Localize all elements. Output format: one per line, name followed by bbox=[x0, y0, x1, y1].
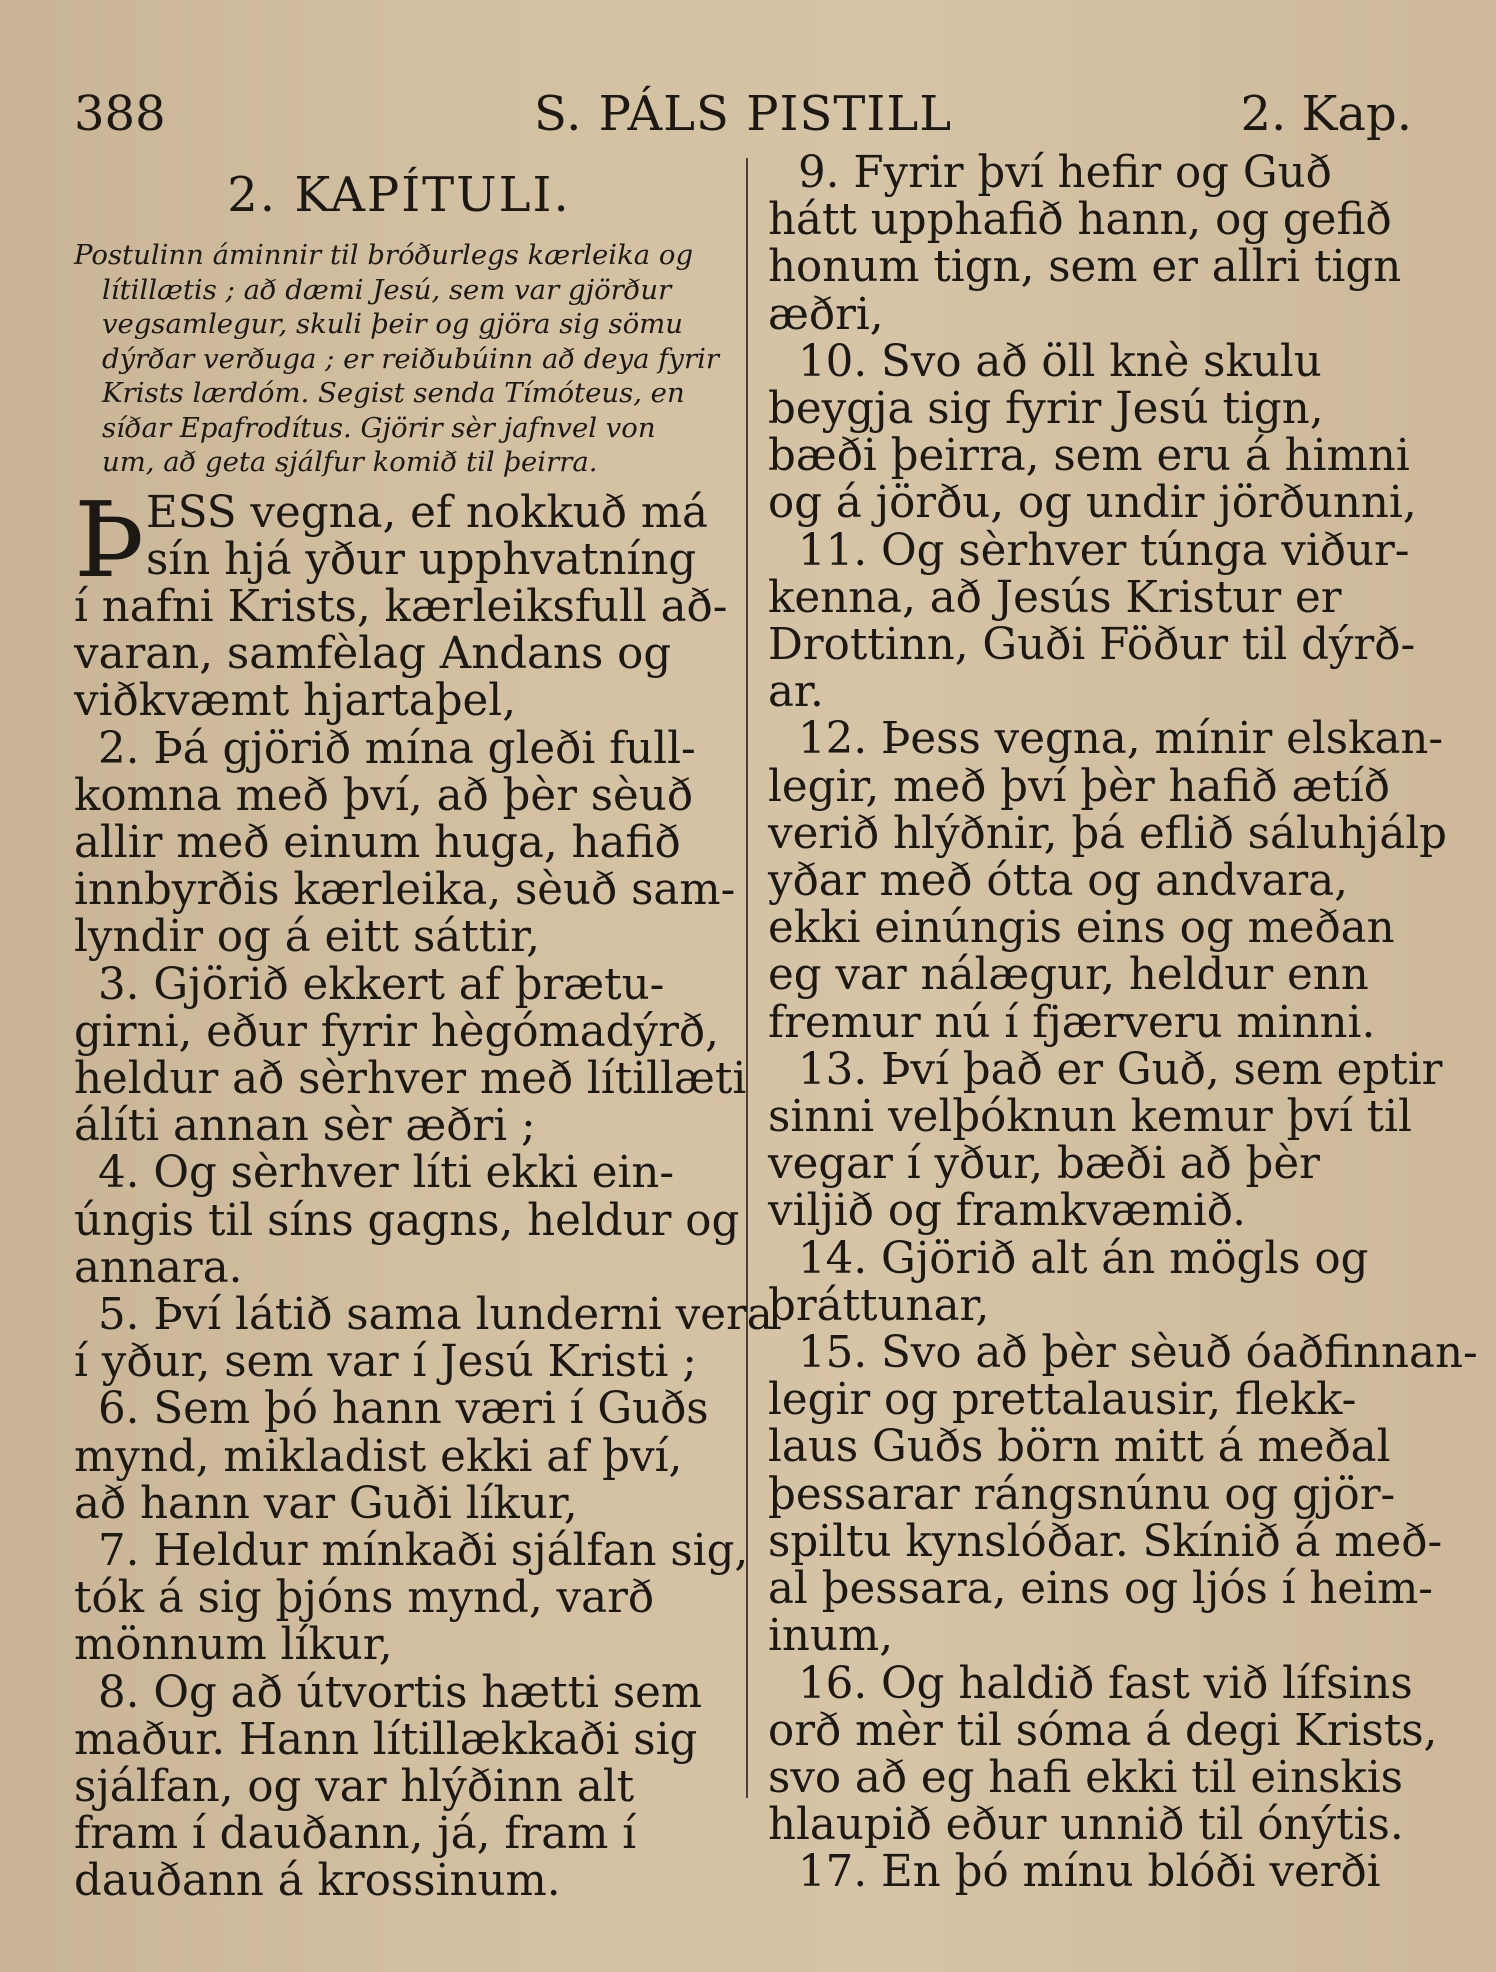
verse-line: inum, bbox=[768, 1611, 894, 1662]
verse-line: þráttunar, bbox=[768, 1280, 990, 1331]
verse-line: eg var nálægur, heldur enn bbox=[768, 950, 1369, 1001]
verse-line: Drottinn, Guði Föður til dýrð- bbox=[768, 620, 1416, 671]
verse-line: svo að eg hafi ekki til einskis bbox=[768, 1752, 1403, 1803]
verse-line: 14. Gjörið alt án mögls og bbox=[798, 1233, 1369, 1284]
verse-line: varan, samfèlag Andans og bbox=[74, 629, 672, 680]
verse-line: innbyrðis kærleika, sèuð sam- bbox=[74, 865, 736, 916]
verse-line: verið hlýðnir, þá eflið sáluhjálp bbox=[768, 808, 1448, 859]
verse bbox=[768, 1044, 1443, 1237]
chapter-reference: 2. Kap. bbox=[1240, 86, 1412, 142]
verse-line: tók á sig þjóns mynd, varð bbox=[74, 1573, 655, 1624]
verse-line: mönnum líkur, bbox=[74, 1620, 393, 1671]
verse-line: ESS vegna, ef nokkuð má bbox=[146, 487, 708, 538]
verse-line: legir, með því þèr hafið ætíð bbox=[768, 761, 1390, 812]
verse-line: 16. Og haldið fast við lífsins bbox=[798, 1658, 1413, 1709]
verse-line: í nafni Krists, kærleiksfull að- bbox=[74, 581, 728, 632]
chapter-summary bbox=[74, 238, 724, 480]
verse bbox=[74, 1148, 740, 1293]
chapter-heading: 2. KAPÍTULI. bbox=[227, 167, 571, 223]
verse-line: í yður, sem var í Jesú Kristi ; bbox=[74, 1337, 697, 1388]
verse-line: 3. Gjörið ekkert af þrætu- bbox=[98, 959, 665, 1010]
summary-line: lítillætis ; að dæmi Jesú, sem var gjörður bbox=[102, 273, 672, 306]
verse bbox=[768, 525, 1418, 718]
verse-line: sinni velþóknun kemur því til bbox=[768, 1092, 1412, 1143]
verse bbox=[74, 1289, 773, 1388]
verse-line: orð mèr til sóma á degi Krists, bbox=[768, 1705, 1438, 1756]
verse-line: 9. Fyrir því hefir og Guð bbox=[798, 148, 1332, 198]
verse-line: 5. Því látið sama lunderni vera bbox=[98, 1289, 773, 1340]
verse-line: og á jörðu, og undir jörðunni, bbox=[768, 478, 1417, 529]
running-title: S. PÁLS PISTILL bbox=[533, 86, 953, 142]
verse-line: mynd, mikladist ekki af því, bbox=[74, 1431, 683, 1482]
verse bbox=[74, 1525, 749, 1671]
verse-line: 15. Svo að þèr sèuð óaðfinnan- bbox=[798, 1328, 1478, 1379]
right-column bbox=[768, 148, 1478, 1898]
verse-line: álíti annan sèr æðri ; bbox=[74, 1101, 536, 1152]
verse bbox=[768, 1328, 1478, 1662]
verse-line: laus Guðs börn mitt á meðal bbox=[768, 1422, 1391, 1473]
summary-line: síðar Epafrodítus. Gjörir sèr jafnvel von bbox=[102, 411, 656, 444]
page-header bbox=[74, 84, 1412, 144]
verse-line: 10. Svo að öll knè skulu bbox=[798, 336, 1322, 387]
verse-line: 17. En þó mínu blóði verði bbox=[798, 1847, 1381, 1898]
right-verses bbox=[768, 148, 1478, 1898]
verse-line: girni, eður fyrir hègómadýrð, bbox=[74, 1006, 719, 1057]
verse bbox=[768, 1849, 1418, 1896]
verse-line: 2. Þá gjörið mína gleði full- bbox=[98, 723, 696, 774]
verse-line: yðar með ótta og andvara, bbox=[768, 856, 1348, 907]
verse bbox=[768, 714, 1448, 1048]
left-verses bbox=[74, 723, 773, 1907]
verse-line: æðri, bbox=[768, 289, 884, 340]
verse bbox=[74, 723, 736, 963]
verse-line: heldur að sèrhver með lítillæti bbox=[74, 1053, 747, 1104]
summary-line: vegsamlegur, skuli þeir og gjöra sig sömu bbox=[102, 308, 683, 340]
verse-line: komna með því, að þèr sèuð bbox=[74, 770, 694, 821]
verse-line: 11. Og sèrhver túnga viður- bbox=[798, 525, 1410, 576]
verse bbox=[74, 1667, 724, 1907]
verse bbox=[74, 1386, 724, 1528]
verse-line: 13. Því það er Guð, sem eptir bbox=[798, 1044, 1443, 1095]
verse-line: allir með einum huga, hafið bbox=[74, 817, 681, 868]
verse-1 bbox=[74, 478, 728, 727]
verse-line: dauðann á krossinum. bbox=[74, 1856, 561, 1907]
verse-line: að hann var Guði líkur, bbox=[74, 1478, 578, 1529]
page-number: 388 bbox=[74, 86, 166, 142]
verse-line: honum tign, sem er allri tign bbox=[768, 242, 1402, 293]
verse-line: viðkvæmt hjartaþel, bbox=[74, 676, 517, 727]
verse bbox=[768, 336, 1418, 529]
verse-line: kenna, að Jesús Kristur er bbox=[768, 572, 1342, 623]
summary-line: um, að geta sjálfur komið til þeirra. bbox=[102, 446, 598, 478]
summary-line: Postulinn áminnir til bróðurlegs kærleika og bbox=[74, 239, 694, 271]
verse-line: maður. Hann lítillækkaði sig bbox=[74, 1714, 698, 1765]
verse-line: fremur nú í fjærveru minni. bbox=[768, 997, 1376, 1048]
verse bbox=[768, 1658, 1438, 1851]
verse-line: spiltu kynslóðar. Skínið á með- bbox=[768, 1516, 1443, 1567]
verse-line: ar. bbox=[768, 667, 824, 718]
verse-line: 4. Og sèrhver líti ekki ein- bbox=[98, 1148, 675, 1199]
verse-line: lyndir og á eitt sáttir, bbox=[74, 912, 540, 963]
verse-line: annara. bbox=[74, 1242, 243, 1293]
verse-line: bæði þeirra, sem eru á himni bbox=[768, 431, 1410, 482]
verse bbox=[768, 1233, 1418, 1331]
verse-line: al þessara, eins og ljós í heim- bbox=[768, 1564, 1434, 1615]
verse-line: vegar í yður, bæði að þèr bbox=[768, 1139, 1320, 1190]
summary-line: dýrðar verðuga ; er reiðubúinn að deya fyrir bbox=[102, 342, 720, 375]
verse-line: legir og prettalausir, flekk- bbox=[768, 1375, 1357, 1426]
verse-line: hátt upphafið hann, og gefið bbox=[768, 195, 1392, 246]
verse-line: viljið og framkvæmið. bbox=[768, 1186, 1246, 1237]
verse-line: 7. Heldur mínkaði sjálfan sig, bbox=[98, 1525, 749, 1576]
verse-line: 12. Þess vegna, mínir elskan- bbox=[798, 714, 1444, 765]
verse-line: fram í dauðann, já, fram í bbox=[74, 1809, 637, 1860]
verse bbox=[74, 959, 747, 1152]
summary-line: Krists lærdóm. Segist senda Tímóteus, en bbox=[102, 377, 685, 409]
verse-line: ekki einúngis eins og meðan bbox=[768, 903, 1395, 954]
verse-line: sín hjá yður upphvatníng bbox=[146, 534, 697, 585]
verse-line: þessarar rángsnúnu og gjör- bbox=[768, 1469, 1396, 1520]
verse-line: 8. Og að útvortis hætti sem bbox=[98, 1667, 703, 1718]
verse bbox=[768, 150, 1418, 339]
verse-line: 6. Sem þó hann væri í Guðs bbox=[98, 1384, 709, 1435]
drop-cap: Þ bbox=[74, 478, 145, 601]
left-column bbox=[74, 150, 773, 1907]
verse-line: beygja sig fyrir Jesú tign, bbox=[768, 384, 1324, 435]
verse-line: úngis til síns gagns, heldur og bbox=[74, 1195, 740, 1246]
verse-line: sjálfan, og var hlýðinn alt bbox=[74, 1761, 635, 1812]
verse-line: hlaupið eður unnið til ónýtis. bbox=[768, 1800, 1404, 1851]
